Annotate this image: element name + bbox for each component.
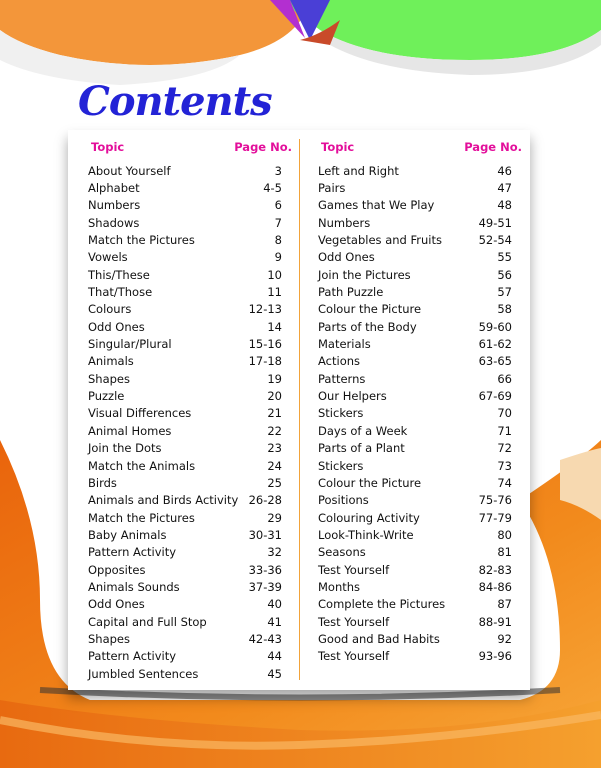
topic-label: Path Puzzle — [318, 285, 384, 300]
contents-row — [318, 630, 512, 647]
topic-label: Actions — [318, 354, 361, 369]
topic-label: Numbers — [318, 215, 371, 230]
contents-row — [88, 405, 282, 422]
page-number: 80 — [497, 527, 512, 542]
page-number: 44 — [267, 649, 282, 664]
contents-row — [318, 405, 512, 422]
page-number: 61-62 — [478, 337, 512, 352]
topic-label: Materials — [318, 337, 371, 352]
contents-row — [88, 457, 282, 474]
page-number: 77-79 — [478, 510, 512, 525]
page-number: 15-16 — [248, 337, 282, 352]
page-number: 58 — [497, 302, 512, 317]
contents-row — [88, 561, 282, 578]
page-number: 7 — [274, 215, 282, 230]
contents-row — [318, 648, 512, 665]
topic-label: Complete the Pictures — [318, 597, 446, 612]
column-header — [318, 140, 522, 156]
topic-label: Good and Bad Habits — [318, 631, 440, 646]
topic-label: Parts of the Body — [318, 319, 417, 334]
topic-label: Look-Think-Write — [318, 527, 414, 542]
contents-row — [88, 648, 282, 665]
topic-label: Shapes — [88, 631, 131, 646]
page-number: 55 — [497, 250, 512, 265]
page-number: 21 — [267, 406, 282, 421]
page-number: 92 — [497, 631, 512, 646]
contents-row — [88, 266, 282, 283]
topic-label: Visual Differences — [88, 406, 192, 421]
page-number: 33-36 — [248, 562, 282, 577]
contents-column-left — [88, 140, 292, 682]
contents-row — [88, 179, 282, 196]
topic-label: Test Yourself — [318, 562, 390, 577]
column-header — [88, 140, 292, 156]
contents-row — [318, 544, 512, 561]
page-number: 47 — [497, 181, 512, 196]
topic-label: Parts of a Plant — [318, 441, 405, 456]
page-header: Page No. — [464, 140, 522, 154]
contents-row — [318, 214, 512, 231]
contents-row — [318, 440, 512, 457]
contents-row — [88, 440, 282, 457]
page-number: 59-60 — [478, 319, 512, 334]
page-number: 8 — [274, 233, 282, 248]
contents-row — [318, 335, 512, 352]
page-number: 81 — [497, 545, 512, 560]
page-number: 52-54 — [478, 233, 512, 248]
topic-label: Colouring Activity — [318, 510, 420, 525]
contents-row — [318, 561, 512, 578]
page-number: 20 — [267, 389, 282, 404]
topic-label: Animals — [88, 354, 134, 369]
contents-row — [88, 526, 282, 543]
topic-label: Odd Ones — [318, 250, 375, 265]
topic-header: Topic — [321, 140, 355, 154]
page-number: 41 — [267, 614, 282, 629]
contents-row — [88, 231, 282, 248]
page-number: 45 — [267, 666, 282, 681]
topic-label: Pattern Activity — [88, 545, 177, 560]
contents-row — [318, 353, 512, 370]
page-number: 24 — [267, 458, 282, 473]
page-number: 3 — [274, 163, 282, 178]
topic-label: This/These — [88, 267, 150, 282]
contents-row — [318, 266, 512, 283]
page-title: Contents — [78, 78, 272, 125]
topic-label: Patterns — [318, 371, 366, 386]
contents-row — [88, 214, 282, 231]
topic-label: Puzzle — [88, 389, 125, 404]
page-number: 17-18 — [248, 354, 282, 369]
page-number: 19 — [267, 371, 282, 386]
contents-row — [88, 474, 282, 491]
topic-label: Odd Ones — [88, 319, 145, 334]
topic-label: Capital and Full Stop — [88, 614, 207, 629]
topic-label: Our Helpers — [318, 389, 387, 404]
contents-row — [88, 353, 282, 370]
topic-label: Colour the Picture — [318, 302, 422, 317]
page-number: 70 — [497, 406, 512, 421]
page-number: 57 — [497, 285, 512, 300]
page-number: 37-39 — [248, 579, 282, 594]
page-number: 9 — [274, 250, 282, 265]
contents-row — [318, 162, 512, 179]
topic-label: Vowels — [88, 250, 128, 265]
contents-row — [318, 249, 512, 266]
topic-label: Stickers — [318, 406, 364, 421]
page-number: 66 — [497, 371, 512, 386]
page-number: 32 — [267, 545, 282, 560]
contents-row — [88, 492, 282, 509]
page-number: 93-96 — [478, 649, 512, 664]
topic-label: Jumbled Sentences — [88, 666, 199, 681]
topic-label: Days of a Week — [318, 423, 408, 438]
page-number: 10 — [267, 267, 282, 282]
topic-label: Odd Ones — [88, 597, 145, 612]
contents-row — [88, 630, 282, 647]
page-number: 73 — [497, 458, 512, 473]
page-number: 29 — [267, 510, 282, 525]
page-number: 25 — [267, 475, 282, 490]
page-number: 30-31 — [248, 527, 282, 542]
contents-row — [88, 422, 282, 439]
column-divider — [299, 139, 300, 680]
page-number: 63-65 — [478, 354, 512, 369]
topic-label: Left and Right — [318, 163, 399, 178]
topic-label: Colours — [88, 302, 132, 317]
contents-row — [318, 179, 512, 196]
topic-label: Match the Animals — [88, 458, 196, 473]
contents-row — [88, 596, 282, 613]
contents-row — [88, 335, 282, 352]
topic-label: About Yourself — [88, 163, 171, 178]
topic-label: Match the Pictures — [88, 233, 195, 248]
contents-column-right — [318, 140, 522, 665]
page-number: 72 — [497, 441, 512, 456]
contents-row — [88, 370, 282, 387]
contents-row — [88, 162, 282, 179]
topic-label: Pairs — [318, 181, 346, 196]
page-number: 56 — [497, 267, 512, 282]
contents-row — [88, 578, 282, 595]
contents-row — [318, 231, 512, 248]
topic-label: Animals Sounds — [88, 579, 180, 594]
topic-label: Shadows — [88, 215, 140, 230]
page-number: 14 — [267, 319, 282, 334]
topic-label: Pattern Activity — [88, 649, 177, 664]
topic-label: Join the Pictures — [318, 267, 411, 282]
contents-row — [318, 474, 512, 491]
topic-label: Baby Animals — [88, 527, 167, 542]
page-number: 6 — [274, 198, 282, 213]
page-number: 71 — [497, 423, 512, 438]
contents-row — [318, 457, 512, 474]
contents-row — [318, 492, 512, 509]
topic-label: Numbers — [88, 198, 141, 213]
page-number: 67-69 — [478, 389, 512, 404]
topic-label: Match the Pictures — [88, 510, 195, 525]
contents-row — [88, 283, 282, 300]
topic-label: Join the Dots — [88, 441, 162, 456]
page-number: 88-91 — [478, 614, 512, 629]
contents-row — [318, 526, 512, 543]
contents-row — [88, 197, 282, 214]
contents-row — [318, 422, 512, 439]
contents-row — [88, 301, 282, 318]
topic-label: Games that We Play — [318, 198, 435, 213]
topic-label: Vegetables and Fruits — [318, 233, 442, 248]
contents-row — [88, 509, 282, 526]
contents-row — [88, 665, 282, 682]
topic-label: Birds — [88, 475, 117, 490]
page-number: 74 — [497, 475, 512, 490]
topic-label: Colour the Picture — [318, 475, 422, 490]
contents-row — [88, 387, 282, 404]
topic-label: Months — [318, 579, 361, 594]
page-number: 22 — [267, 423, 282, 438]
page-number: 82-83 — [478, 562, 512, 577]
topic-label: Opposites — [88, 562, 146, 577]
topic-label: That/Those — [88, 285, 153, 300]
contents-row — [88, 318, 282, 335]
page-number: 46 — [497, 163, 512, 178]
topic-label: Alphabet — [88, 181, 140, 196]
topic-label: Seasons — [318, 545, 366, 560]
page-number: 49-51 — [478, 215, 512, 230]
contents-row — [318, 613, 512, 630]
contents-row — [318, 387, 512, 404]
page-number: 84-86 — [478, 579, 512, 594]
contents-row — [318, 283, 512, 300]
topic-label: Animals and Birds Activity — [88, 493, 239, 508]
contents-row — [318, 509, 512, 526]
page-number: 87 — [497, 597, 512, 612]
page-number: 48 — [497, 198, 512, 213]
contents-row — [88, 613, 282, 630]
page-number: 23 — [267, 441, 282, 456]
topic-header: Topic — [91, 140, 125, 154]
topic-label: Shapes — [88, 371, 131, 386]
contents-row — [88, 249, 282, 266]
topic-label: Singular/Plural — [88, 337, 172, 352]
page-number: 12-13 — [248, 302, 282, 317]
page-number: 40 — [267, 597, 282, 612]
contents-row — [318, 197, 512, 214]
page-number: 11 — [267, 285, 282, 300]
contents-row — [318, 370, 512, 387]
contents-row — [318, 578, 512, 595]
topic-label: Animal Homes — [88, 423, 172, 438]
page-number: 4-5 — [263, 181, 282, 196]
contents-row — [318, 596, 512, 613]
topic-label: Stickers — [318, 458, 364, 473]
contents-row — [88, 544, 282, 561]
topic-label: Test Yourself — [318, 614, 390, 629]
page-number: 26-28 — [248, 493, 282, 508]
contents-row — [318, 301, 512, 318]
topic-label: Positions — [318, 493, 369, 508]
page-number: 42-43 — [248, 631, 282, 646]
contents-row — [318, 318, 512, 335]
page-number: 75-76 — [478, 493, 512, 508]
topic-label: Test Yourself — [318, 649, 390, 664]
page-header: Page No. — [234, 140, 292, 154]
